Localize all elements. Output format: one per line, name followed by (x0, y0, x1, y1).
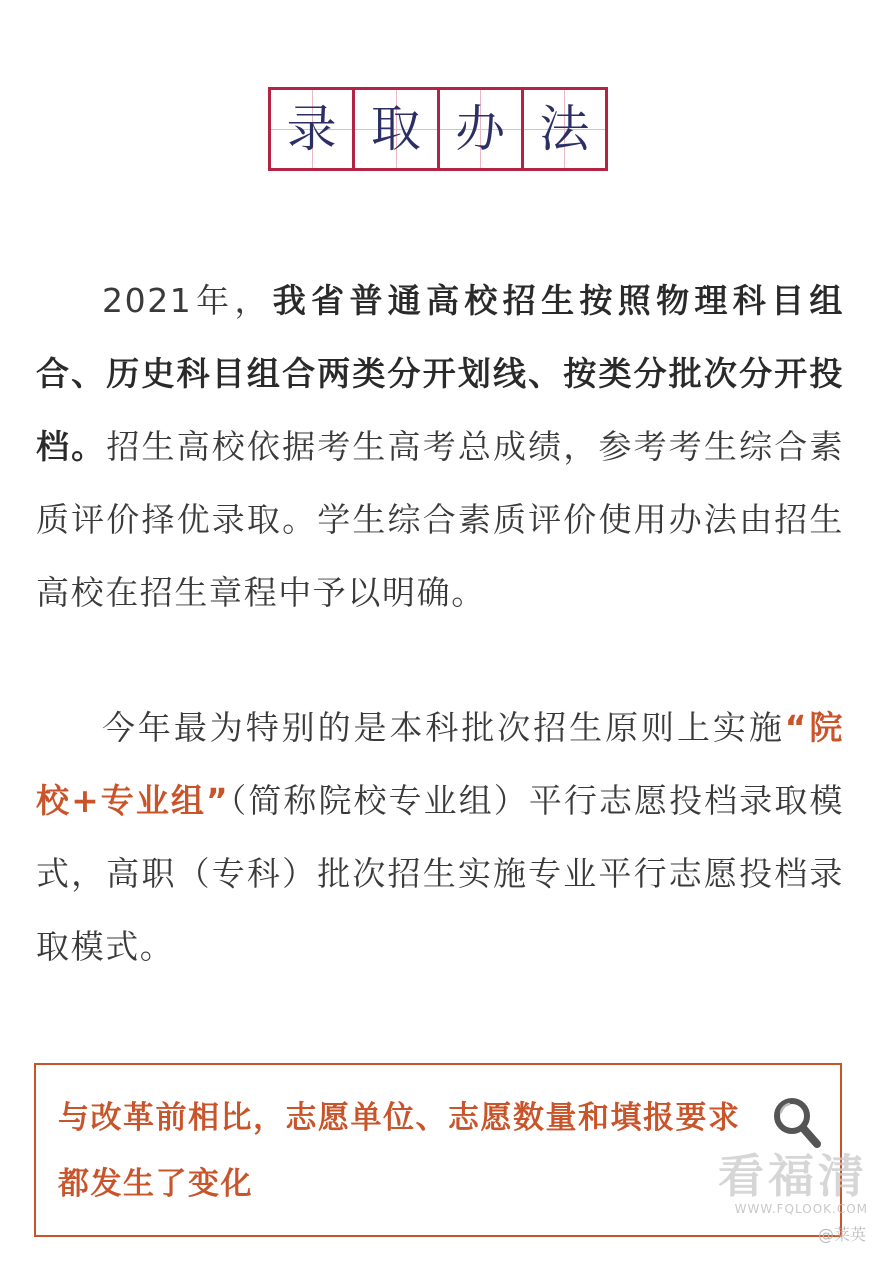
title-char: 取 (370, 100, 421, 158)
paragraph-text: 2021年， (102, 281, 273, 320)
paragraph-bold-text: 我省普通高校招生按照物理科目组合、历史科目组合两类分开划线、按类分批次分开投档。 (36, 281, 844, 466)
watermark-username: @莱英 (817, 1225, 866, 1244)
paragraph-text: 今年最为特别的是本科批次招生原则上实施 (102, 708, 785, 747)
paragraph-highlight-text: “院校+专业组” (36, 708, 845, 820)
title-cell (271, 90, 355, 168)
title-cell (524, 90, 605, 168)
paragraph-text: 招生高校依据考生高考总成绩，参考考生综合素质评价择优录取。学生综合素质评价使用办法由招生高校在招生章程中予以明确。 (36, 427, 844, 612)
watermark-url: WWW.FQLOOK.COM (734, 1202, 868, 1216)
title-char: 录 (286, 100, 337, 158)
title-box (268, 87, 608, 171)
paragraph-special-mode (36, 691, 844, 983)
callout-text: 与改革前相比，志愿单位、志愿数量和填报要求都发生了变化 (58, 1100, 741, 1202)
title-cell (440, 90, 524, 168)
title-char: 法 (539, 100, 590, 158)
paragraph-text: （简称院校专业组）平行志愿投档录取模式，高职（专科）批次招生实施专业平行志愿投档录取模式。 (36, 781, 844, 966)
magnifier-icon (771, 1095, 823, 1151)
title-cell (355, 90, 439, 168)
paragraph-admission-rules (36, 264, 844, 629)
title-char: 办 (455, 100, 506, 158)
watermark-logo-text: 看福清 (718, 1149, 868, 1203)
watermark (718, 1150, 868, 1216)
